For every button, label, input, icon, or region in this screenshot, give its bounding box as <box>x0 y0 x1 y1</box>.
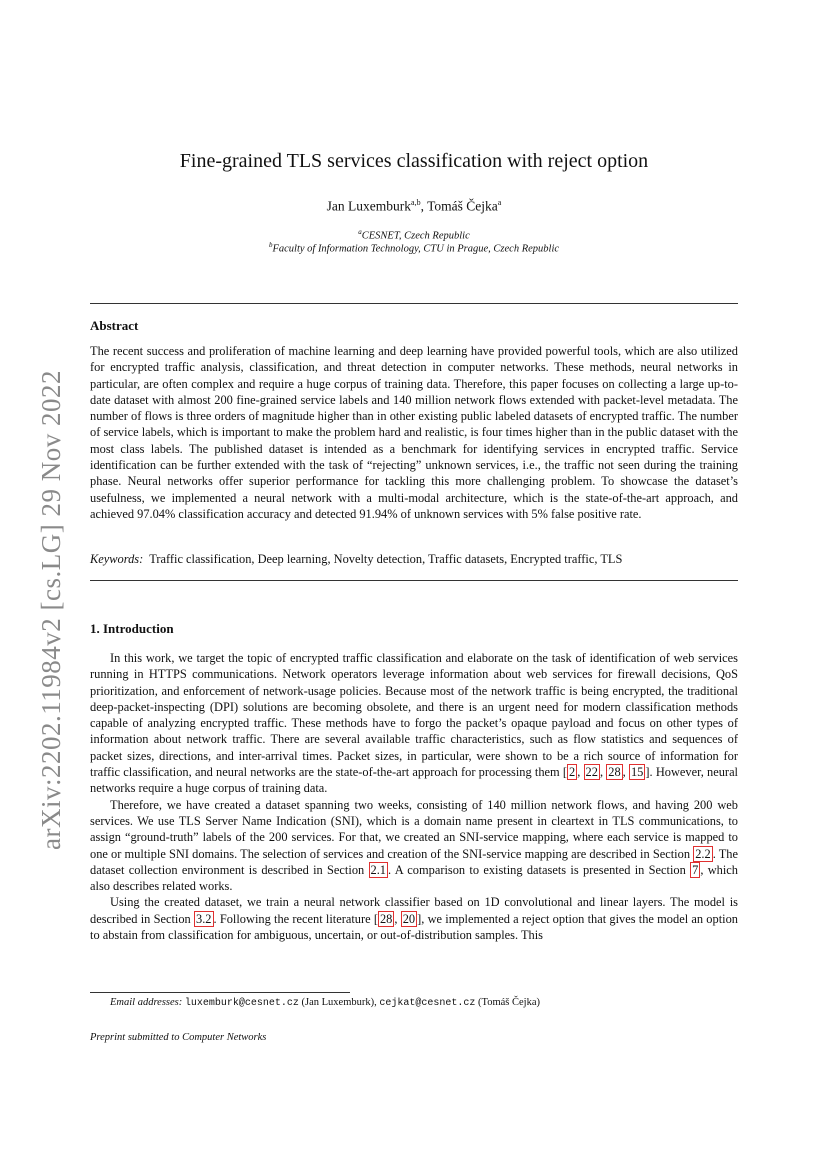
affiliation-text: Faculty of Information Technology, CTU in Prague, Czech Republic <box>272 243 560 255</box>
section-link[interactable]: 3.2 <box>196 911 212 926</box>
footnote-name: (Jan Luxemburk), <box>301 997 377 1008</box>
divider <box>90 580 738 581</box>
citation-link[interactable]: 22 <box>585 765 598 780</box>
arxiv-stamp[interactable]: arXiv:2202.11984v2 [cs.LG] 29 Nov 2022 <box>36 370 66 850</box>
author-name: Tomáš Čejka <box>427 198 498 214</box>
preprint-note: Preprint submitted to Computer Networks <box>90 1032 267 1043</box>
abstract-heading: Abstract <box>90 318 139 333</box>
section-link[interactable]: 7 <box>692 862 699 877</box>
footnote-label: Email addresses: <box>110 997 183 1008</box>
author-name: Jan Luxemburk <box>326 198 412 214</box>
paragraph: In this work, we target the topic of encrypted traffic classification and elaborate on the task of identification of web services running in HTTPS communications. Network operators leverage information about web services for firewall decisions, QoS prioritization, and enforcement of network-usage policies. Because most of the network traffic is being encrypted, the traditional deep-packet-inspecting (DPI) solutions are becoming obsolete, and there is an urgent need for modern classification methods capable of analyzing encrypted traffic. These methods have to forgo the packet’s opaque payload and focus on other types of information about network traffic. There are several available traffic characteristics, such as flow statistics and sequences of packet sizes, directions, and inter-arrival times. Packet sizes, in particular, were shown to be a rich source of information for traffic classification, and neural networks are the state-of-the-art approach for processing them [ 2 , 22 , 28 , 15 ]. However, neural networks require a huge corpus of training data. <box>90 651 739 796</box>
keywords-label: Keywords: <box>90 552 144 566</box>
citation-link[interactable]: 2 <box>569 765 576 780</box>
email-link[interactable]: luxemburk@cesnet.cz <box>184 998 299 1009</box>
citation-link[interactable]: 20 <box>402 911 416 926</box>
footnote-divider <box>90 992 350 993</box>
footnote-name: (Tomáš Čejka) <box>478 997 540 1008</box>
footnote <box>110 997 540 1009</box>
paragraph-text: In this work, we target the topic of encrypted traffic classification and elaborate on the task of identification of web services running in HTTPS communications. Network operators leverage information about web services for firewall decisions, QoS prioritization, and enforcement of network-usage policies. Because most of the network traffic is being encrypted, the traditional deep-packet-inspecting (DPI) solutions are becoming obsolete, and there is an urgent need for modern classification methods capable of analyzing encrypted traffic. These methods have to forgo the packet’s opaque payload and focus on other types of information about network traffic. There are several available traffic characteristics, such as flow statistics and sequences of packet sizes, directions, and inter-arrival times. Packet sizes, in particular, were shown to be a rich source of information for traffic classification, and neural networks are the state-of-the-art approach for processing them [ <box>90 651 738 780</box>
paragraph-text: Therefore, we have created a dataset spanning two weeks, consisting of 140 million network flows, and having 200 web services. We use TLS Server Name Indication (SNI), which is a domain name present in cleartext in TLS communications, to assign “ground-truth” labels of the 200 services. For that, we created an SNI-service mapping, where each service is mapped to one or multiple SNI domains. The selection of services and creation of the SNI-service mapping are described in Section <box>90 797 738 861</box>
paragraph-text: Using the created dataset, we train a neural network classifier based on 1D convolutional and linear layers. The model is described in Section <box>90 895 738 926</box>
paragraph-text: ], we implemented a reject option that gives the model an option to abstain from classification for ambiguous, uncertain, or out-of-distribution samples. This <box>90 911 738 943</box>
paragraph-text: . Following the recent literature [ <box>213 911 378 926</box>
affiliation-text: CESNET, Czech Republic <box>361 230 470 242</box>
author-affil-marker: a <box>497 198 502 207</box>
section-body <box>90 650 738 943</box>
keywords <box>90 552 738 567</box>
paragraph <box>90 797 738 895</box>
section-link[interactable]: 2.2 <box>695 846 711 861</box>
paragraph-text: . A comparison to existing datasets is presented in Section <box>388 862 691 877</box>
paragraph-text: , which also describes related works. <box>90 862 739 894</box>
citation-link[interactable]: 28 <box>608 765 621 780</box>
paragraph-text: ]. However, neural networks require a huge corpus of training data. <box>90 765 739 796</box>
author-separator: , <box>420 198 428 214</box>
author-list <box>90 198 738 215</box>
paragraph: Using the created dataset, we train a neural network classifier based on 1D convolutional and linear layers. The model is described in Section 3.2 . Following the recent literature [ 28 , 20 ], we implemented a reject option that gives the model an option to abstain from classification for ambiguous, uncertain, or out-of-distribution samples. This <box>90 895 738 943</box>
affiliation-marker: a <box>358 228 362 236</box>
section-link[interactable]: 2.1 <box>370 862 387 877</box>
paper-title: Fine-grained TLS services classification with reject option <box>179 150 649 172</box>
author-affil-marker: a,b <box>411 198 421 207</box>
affiliation <box>90 241 738 255</box>
paragraph-text: . The dataset collection environment is described in Section <box>90 846 738 877</box>
abstract-text: The recent success and proliferation of machine learning and deep learning have provided powerful tools, which are also utilized for encrypted traffic analysis, classification, and threat detection in computer networks. These methods, neural networks in particular, are often complex and require a huge corpus of training data. Therefore, this paper focuses on collecting a large up-to-date dataset with almost 200 fine-grained service labels and 140 million network flows extended with packet-level metadata. The number of flows is three orders of magnitude higher than in other existing public labeled datasets of encrypted traffic. The number of service labels, which is important to make the problem hard and realistic, is four times higher than in the public dataset with the most class labels. The published dataset is intended as a benchmark for identifying services in encrypted traffic. Service identification can be further extended with the task of “rejecting” unknown services, i.e., the traffic not seen during the training phase. Neural networks offer superior performance for tackling this more challenging problem. To showcase the dataset’s usefulness, we implemented a neural network with a multi-modal architecture, which is the state-of-the-art approach, and achieved 97.04% classification accuracy and detected 91.94% of unknown services with 5% false positive rate. <box>90 344 738 521</box>
keywords-text: Traffic classification, Deep learning, Novelty detection, Traffic datasets, Encrypted traffic, TLS <box>149 552 623 566</box>
section-heading: 1. Introduction <box>90 621 174 636</box>
citation-link[interactable]: 15 <box>630 765 644 780</box>
email-link[interactable]: cejkat@cesnet.cz <box>379 998 476 1009</box>
citation-link[interactable]: 28 <box>379 911 393 926</box>
divider <box>90 303 738 304</box>
affiliation-marker: b <box>268 241 273 249</box>
affiliation <box>90 228 738 242</box>
